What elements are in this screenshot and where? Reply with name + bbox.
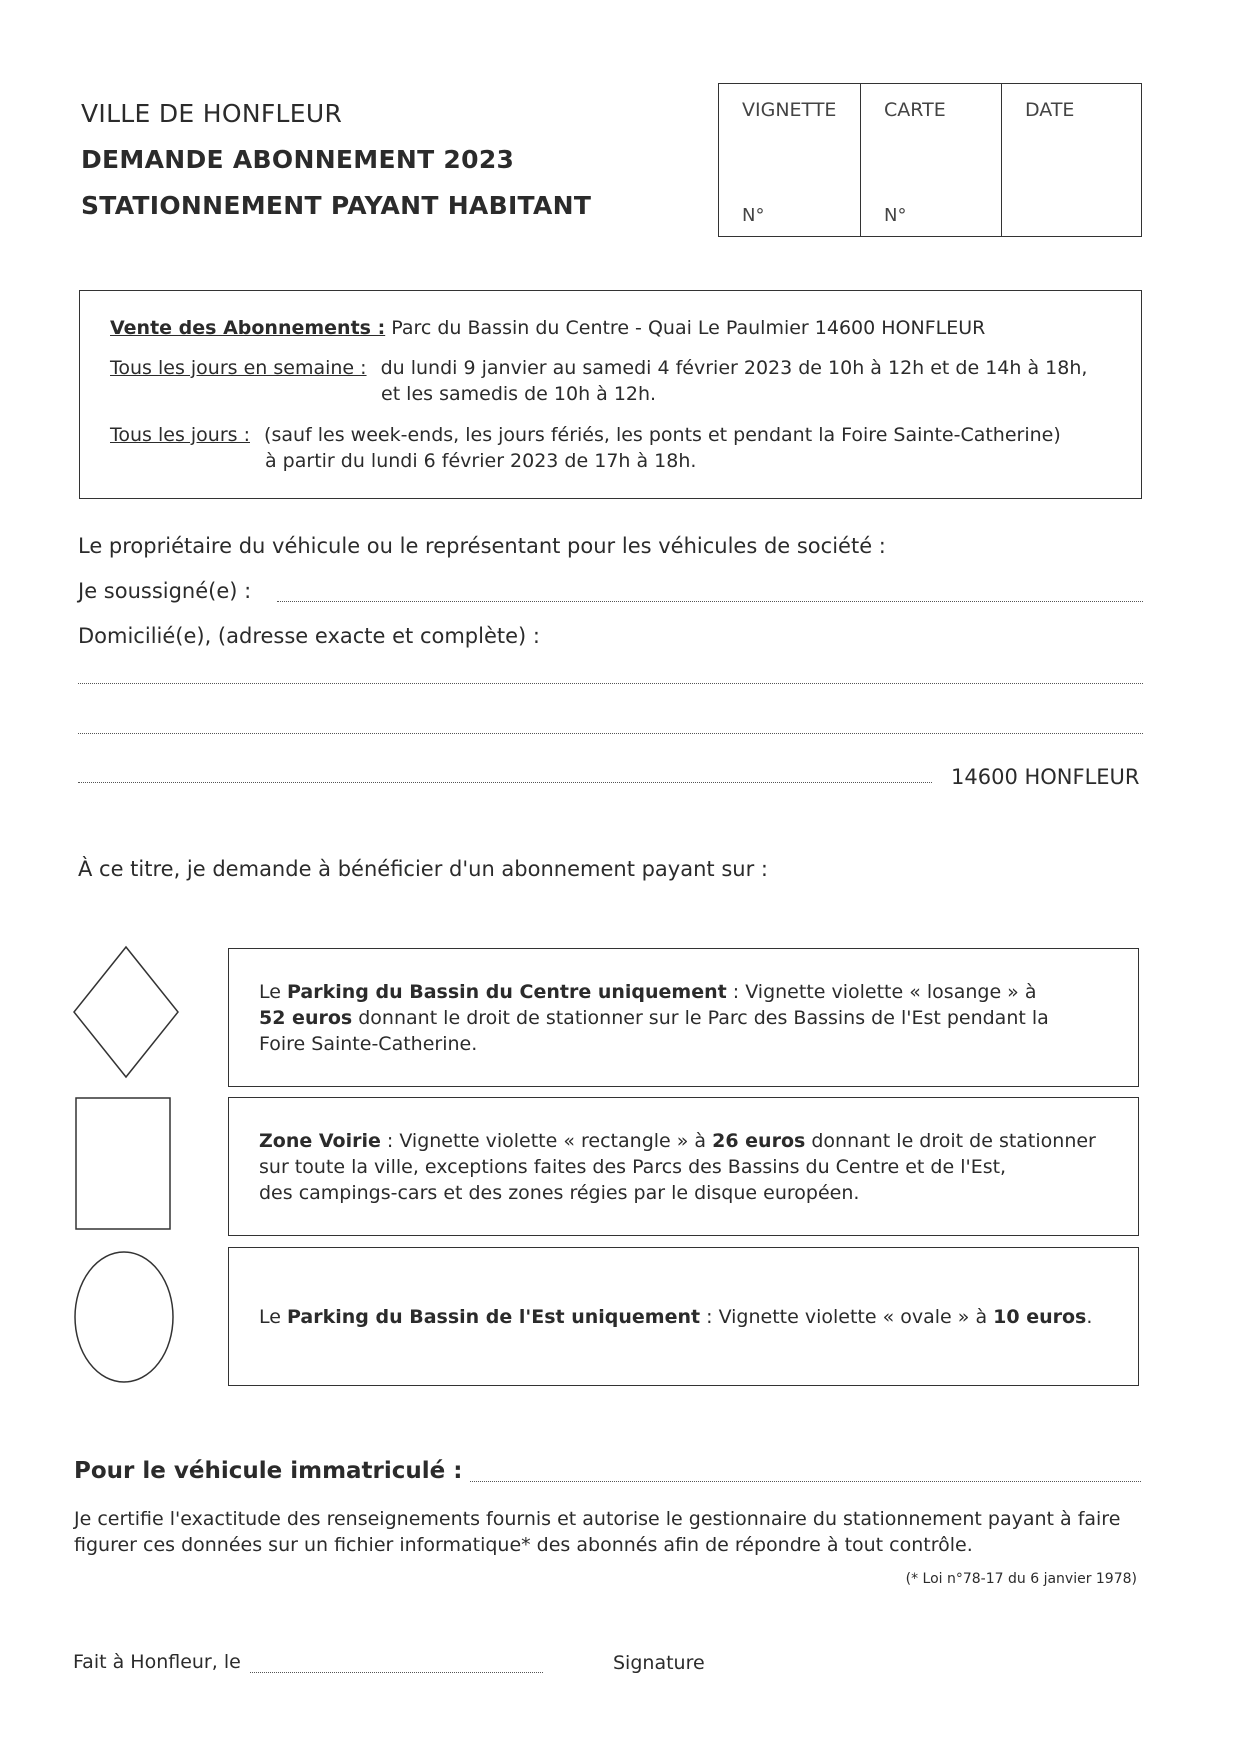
text-suffix: donnant le droit de stationner: [805, 1130, 1096, 1152]
text-middle: : Vignette violette « rectangle » à: [380, 1130, 713, 1152]
date-label: DATE: [1025, 99, 1075, 121]
option-losange-text: [259, 979, 1049, 1057]
daily-hours: à partir du lundi 6 février 2023 de 17h à 18h.: [265, 450, 697, 472]
option-rectangle-box[interactable]: [228, 1097, 1139, 1236]
option-rectangle-line-3: des campings-cars et des zones régies par le disque européen.: [259, 1182, 860, 1204]
form-subtitle: STATIONNEMENT PAYANT HABITANT: [81, 191, 592, 220]
option-rectangle-text: [259, 1128, 1096, 1206]
price: 26 euros: [712, 1130, 806, 1152]
rectangle-icon[interactable]: [75, 1097, 173, 1232]
option-losange-line-3: Foire Sainte-Catherine.: [259, 1033, 478, 1055]
diamond-icon[interactable]: [70, 945, 182, 1080]
carte-cell[interactable]: [861, 84, 1002, 236]
certification-line-2: figurer ces données sur un fichier informatique* des abonnés afin de répondre à tout contrôle.: [74, 1534, 973, 1556]
form-title: DEMANDE ABONNEMENT 2023: [81, 145, 515, 174]
price: 10 euros: [993, 1306, 1087, 1328]
request-intro: À ce titre, je demande à bénéficier d'un abonnement payant sur :: [78, 857, 768, 881]
certification-line-1: Je certifie l'exactitude des renseignements fournis et autorise le gestionnaire du stationnement payant à faire: [74, 1508, 1121, 1530]
daily-row: [110, 424, 1061, 446]
vignette-label: VIGNETTE: [742, 99, 837, 121]
registration-field[interactable]: [470, 1481, 1141, 1482]
signature-label: Signature: [613, 1652, 705, 1674]
zone-name: Zone Voirie: [259, 1130, 381, 1152]
price: 52 euros: [259, 1007, 353, 1029]
vignette-number-label: N°: [742, 205, 765, 226]
option-ovale-line-1: [259, 1304, 1092, 1330]
weekdays-hours: du lundi 9 janvier au samedi 4 février 2023 de 10h à 12h et de 14h à 18h,: [380, 357, 1088, 379]
carte-number-label: N°: [884, 205, 907, 226]
owner-intro: Le propriétaire du véhicule ou le représentant pour les véhicules de société :: [78, 534, 886, 558]
city-name: VILLE DE HONFLEUR: [81, 99, 343, 128]
daily-label: Tous les jours :: [110, 424, 250, 446]
address-line-2-field[interactable]: [78, 733, 1143, 734]
date-cell[interactable]: [1002, 84, 1141, 236]
text-prefix: Le: [259, 981, 287, 1003]
sales-info-box: [79, 290, 1142, 499]
certification-text: [74, 1506, 1120, 1558]
sales-location-row: [110, 317, 985, 339]
text-suffix: : Vignette violette « losange » à: [726, 981, 1037, 1003]
address-label: Domicilié(e), (adresse exacte et complète) :: [78, 624, 540, 648]
admin-table: [718, 83, 1142, 237]
carte-label: CARTE: [884, 99, 946, 121]
address-line-3-field[interactable]: [78, 782, 932, 783]
sales-label: Vente des Abonnements :: [110, 317, 386, 339]
name-label: Je soussigné(e) :: [78, 579, 252, 603]
vehicle-label: Pour le véhicule immatriculé :: [74, 1458, 463, 1484]
parking-name: Parking du Bassin de l'Est uniquement: [286, 1306, 701, 1328]
option-losange-line-1: [259, 979, 1049, 1005]
parking-name: Parking du Bassin du Centre uniquement: [286, 981, 727, 1003]
sales-location: Parc du Bassin du Centre - Quai Le Paulmier 14600 HONFLEUR: [391, 317, 986, 339]
text-suffix: donnant le droit de stationner sur le Parc des Bassins de l'Est pendant la: [352, 1007, 1049, 1029]
option-ovale-box[interactable]: [228, 1247, 1139, 1386]
option-ovale-text: [259, 1304, 1092, 1330]
done-at-label: Fait à Honfleur, le: [73, 1651, 241, 1673]
weekdays-row: [110, 357, 1087, 379]
option-rectangle-line-1: [259, 1128, 1096, 1154]
option-rectangle-line-2: sur toute la ville, exceptions faites des Parcs des Bassins du Centre et de l'Est,: [259, 1156, 1007, 1178]
postal-city: 14600 HONFLEUR: [951, 765, 1140, 789]
name-field[interactable]: [277, 601, 1143, 602]
vignette-cell[interactable]: [719, 84, 861, 236]
law-note: (* Loi n°78-17 du 6 janvier 1978): [905, 1571, 1137, 1587]
weekdays-label: Tous les jours en semaine :: [110, 357, 367, 379]
daily-conditions: (sauf les week-ends, les jours fériés, les ponts et pendant la Foire Sainte-Catherine): [264, 424, 1061, 446]
text-prefix: Le: [259, 1306, 287, 1328]
date-field[interactable]: [250, 1672, 543, 1673]
address-line-1-field[interactable]: [78, 683, 1143, 684]
oval-icon[interactable]: [73, 1250, 177, 1385]
text-middle: : Vignette violette « ovale » à: [700, 1306, 994, 1328]
option-losange-box[interactable]: [228, 948, 1139, 1087]
weekdays-saturday: et les samedis de 10h à 12h.: [381, 383, 657, 405]
text-suffix: .: [1086, 1306, 1093, 1328]
option-losange-line-2: [259, 1005, 1049, 1031]
